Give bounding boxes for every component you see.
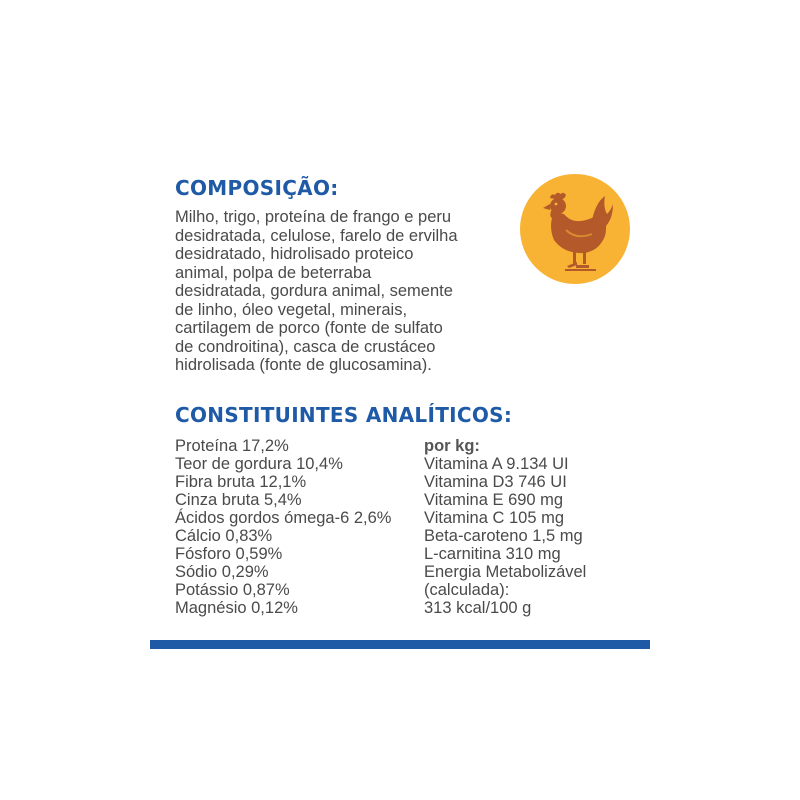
list-item: Sódio 0,29% xyxy=(175,563,269,581)
list-item: Vitamina E 690 mg xyxy=(424,491,564,509)
composition-text xyxy=(175,208,520,375)
list-item: Vitamina C 105 mg xyxy=(424,509,565,527)
list-item: Cinza bruta 5,4% xyxy=(175,491,302,509)
composition-line: desidratada, gordura animal, semente xyxy=(175,282,453,300)
list-item: Proteína 17,2% xyxy=(175,437,289,455)
list-item: (calculada): xyxy=(424,581,510,599)
list-item: Vitamina A 9.134 UI xyxy=(424,455,569,473)
list-item: Vitamina D3 746 UI xyxy=(424,473,567,491)
composition-line: de condroitina), casca de crustáceo xyxy=(175,337,436,356)
composition-line: cartilagem de porco (fonte de sulfato xyxy=(175,319,443,337)
list-item: Potássio 0,87% xyxy=(175,581,290,599)
list-item: L-carnitina 310 mg xyxy=(424,545,561,563)
composition-line: desidratada, celulose, farelo de ervilha xyxy=(175,226,458,245)
composition-line: animal, polpa de beterraba xyxy=(175,263,372,282)
per-kg-label: por kg: xyxy=(424,437,480,455)
analytical-heading: CONSTITUINTES ANALÍTICOS: xyxy=(175,403,513,427)
chicken-badge xyxy=(520,174,630,284)
list-item: Beta-caroteno 1,5 mg xyxy=(424,527,583,545)
list-item: Ácidos gordos ómega-6 2,6% xyxy=(175,509,392,527)
list-item: Fósforo 0,59% xyxy=(175,545,283,563)
analytical-left-list xyxy=(175,437,425,617)
list-item: 313 kcal/100 g xyxy=(424,599,532,617)
list-item: Fibra bruta 12,1% xyxy=(175,473,307,491)
composition-line: desidratado, hidrolisado proteico xyxy=(175,245,414,263)
composition-line: de linho, óleo vegetal, minerais, xyxy=(175,300,408,319)
analytical-right-list xyxy=(424,437,654,617)
list-item: Magnésio 0,12% xyxy=(175,599,298,617)
composition-line: Milho, trigo, proteína de frango e peru xyxy=(175,208,452,226)
list-item: Teor de gordura 10,4% xyxy=(175,455,343,473)
composition-heading: COMPOSIÇÃO: xyxy=(175,176,339,200)
bottom-divider-bar xyxy=(150,640,650,649)
composition-line: hidrolisada (fonte de glucosamina). xyxy=(175,356,432,374)
chicken-icon xyxy=(520,174,630,284)
list-item: Cálcio 0,83% xyxy=(175,527,273,545)
list-item: Energia Metabolizável xyxy=(424,563,587,581)
